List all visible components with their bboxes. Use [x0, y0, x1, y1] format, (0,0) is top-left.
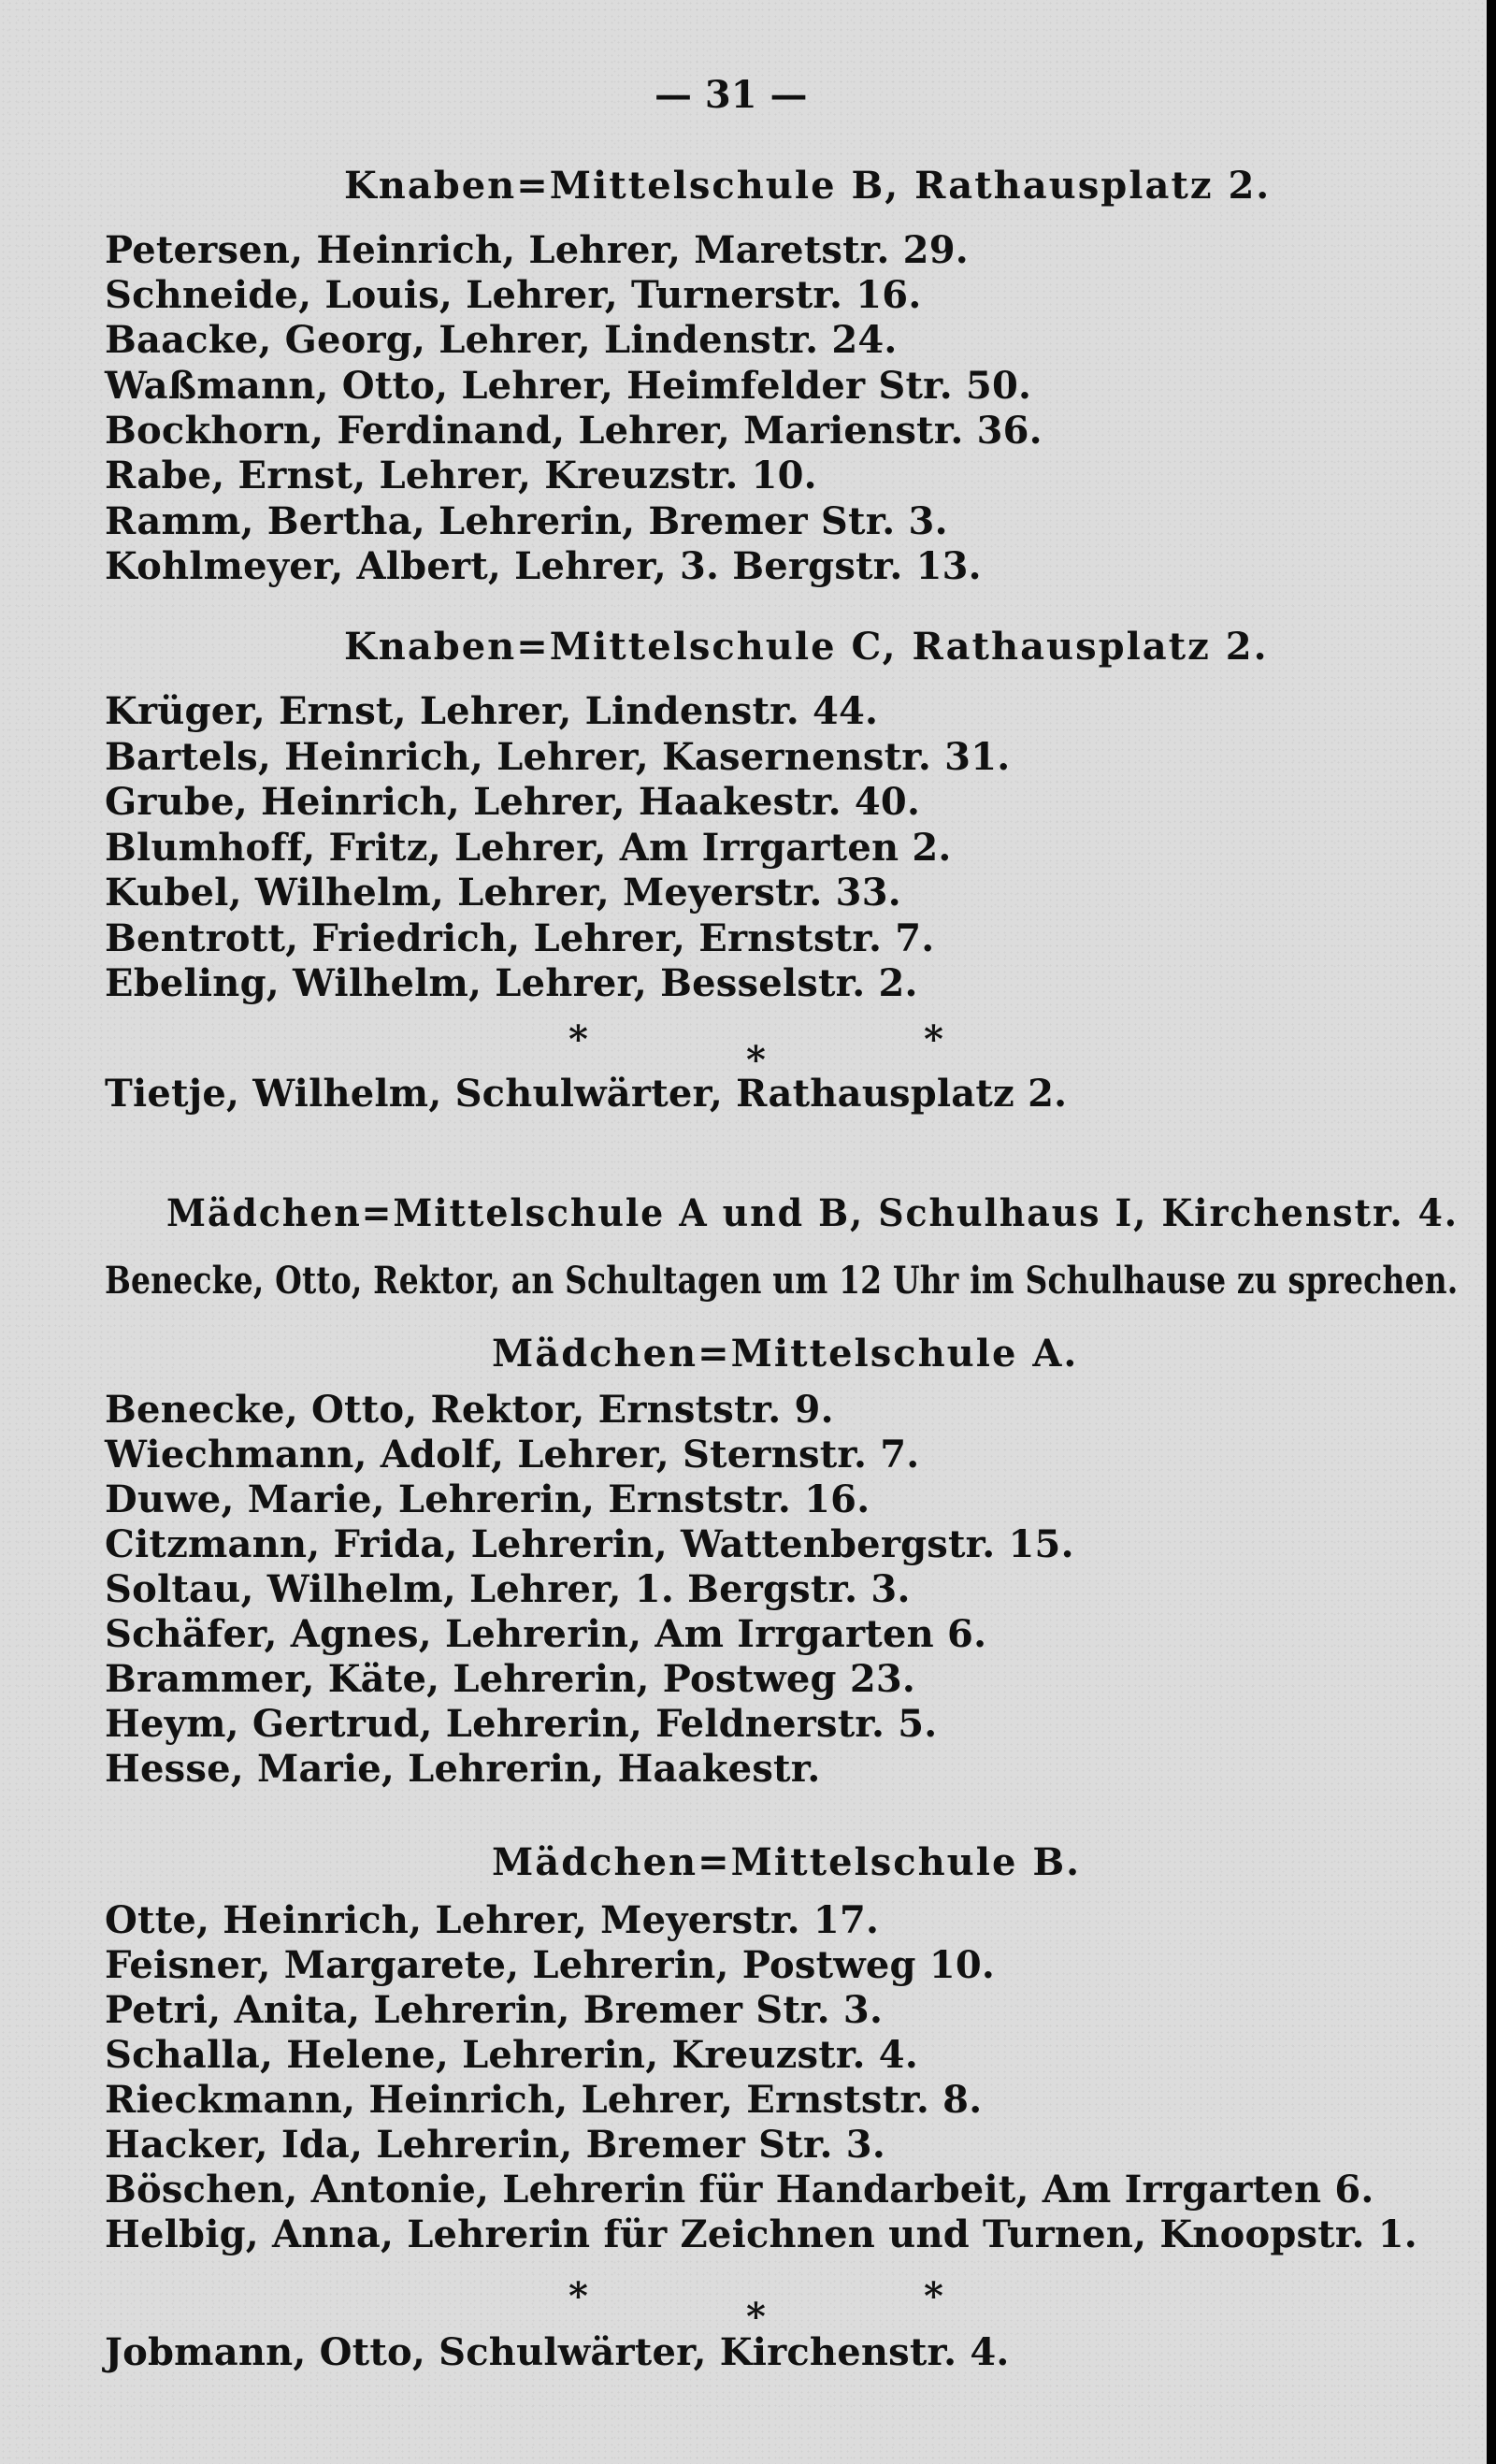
- entry-line: Böschen, Antonie, Lehrerin für Handarbeit, Am Irrgarten 6.: [105, 2168, 1374, 2212]
- asterisk: *: [924, 2274, 943, 2318]
- entry-line: Petersen, Heinrich, Lehrer, Maretstr. 29.: [105, 228, 969, 272]
- entry-line: Kohlmeyer, Albert, Lehrer, 3. Bergstr. 13.: [105, 544, 982, 588]
- entry-line: Feisner, Margarete, Lehrerin, Postweg 10.: [105, 1943, 996, 1987]
- entry-line: Ramm, Bertha, Lehrerin, Bremer Str. 3.: [105, 499, 948, 543]
- entry-line: Otte, Heinrich, Lehrer, Meyerstr. 17.: [105, 1898, 880, 1942]
- scan-edge: [1487, 0, 1496, 2464]
- entry-line: Hacker, Ida, Lehrerin, Bremer Str. 3.: [105, 2123, 885, 2167]
- entry-line: Duwe, Marie, Lehrerin, Ernststr. 16.: [105, 1477, 870, 1521]
- asterisk: *: [568, 2274, 588, 2318]
- asterisk: *: [746, 1038, 766, 1082]
- entry-line: Schäfer, Agnes, Lehrerin, Am Irrgarten 6.: [105, 1612, 987, 1656]
- entry-line: Rieckmann, Heinrich, Lehrer, Ernststr. 8.: [105, 2078, 983, 2122]
- asterisk: *: [568, 1017, 588, 1061]
- asterisk: *: [924, 1017, 943, 1061]
- entry-line: Wiechmann, Adolf, Lehrer, Sternstr. 7.: [105, 1433, 920, 1477]
- entry-line: Waßmann, Otto, Lehrer, Heimfelder Str. 50.: [105, 364, 1032, 408]
- entry-line: Citzmann, Frida, Lehrerin, Wattenbergstr. 15.: [105, 1522, 1074, 1566]
- entry-line: Soltau, Wilhelm, Lehrer, 1. Bergstr. 3.: [105, 1567, 911, 1611]
- entry-line: Helbig, Anna, Lehrerin für Zeichnen und Turnen, Knoopstr. 1.: [105, 2212, 1417, 2256]
- section-heading: Mädchen=Mittelschule A.: [492, 1332, 1079, 1376]
- entry-line: Jobmann, Otto, Schulwärter, Kirchenstr. 4.: [105, 2330, 1010, 2374]
- asterisk: *: [746, 2295, 766, 2339]
- entry-line: Brammer, Käte, Lehrerin, Postweg 23.: [105, 1657, 916, 1701]
- entry-line: Blumhoff, Fritz, Lehrer, Am Irrgarten 2.: [105, 826, 952, 870]
- entry-line: Rabe, Ernst, Lehrer, Kreuzstr. 10.: [105, 454, 817, 497]
- entry-line: Bentrott, Friedrich, Lehrer, Ernststr. 7.: [105, 916, 935, 960]
- entry-line: Tietje, Wilhelm, Schulwärter, Rathausplatz 2.: [105, 1072, 1068, 1116]
- entry-line: Schneide, Louis, Lehrer, Turnerstr. 16.: [105, 273, 922, 317]
- entry-line: Krüger, Ernst, Lehrer, Lindenstr. 44.: [105, 689, 879, 733]
- entry-line: Kubel, Wilhelm, Lehrer, Meyerstr. 33.: [105, 871, 901, 915]
- entry-line: Schalla, Helene, Lehrerin, Kreuzstr. 4.: [105, 2033, 918, 2077]
- entry-line: Baacke, Georg, Lehrer, Lindenstr. 24.: [105, 318, 898, 362]
- entry-line: Ebeling, Wilhelm, Lehrer, Besselstr. 2.: [105, 961, 918, 1005]
- entry-line: Hesse, Marie, Lehrerin, Haakestr.: [105, 1747, 821, 1791]
- entry-line: Bartels, Heinrich, Lehrer, Kasernenstr. 31.: [105, 735, 1011, 779]
- section-heading: Knaben=Mittelschule B, Rathausplatz 2.: [344, 164, 1272, 208]
- section-heading: Mädchen=Mittelschule A und B, Schulhaus I, Kirchenstr. 4.: [166, 1191, 1459, 1235]
- entry-line: Heym, Gertrud, Lehrerin, Feldnerstr. 5.: [105, 1702, 938, 1746]
- entry-line: Benecke, Otto, Rektor, Ernststr. 9.: [105, 1388, 834, 1432]
- entry-line: Bockhorn, Ferdinand, Lehrer, Marienstr. 36.: [105, 409, 1043, 453]
- entry-line: Grube, Heinrich, Lehrer, Haakestr. 40.: [105, 780, 921, 824]
- section-heading: Knaben=Mittelschule C, Rathausplatz 2.: [344, 625, 1269, 669]
- entry-line: Benecke, Otto, Rektor, an Schultagen um 12 Uhr im Schulhause zu sprechen.: [105, 1259, 1459, 1303]
- entry-line: Petri, Anita, Lehrerin, Bremer Str. 3.: [105, 1988, 884, 2032]
- section-heading: Mädchen=Mittelschule B.: [492, 1840, 1082, 1884]
- page-number: — 31 —: [654, 73, 808, 117]
